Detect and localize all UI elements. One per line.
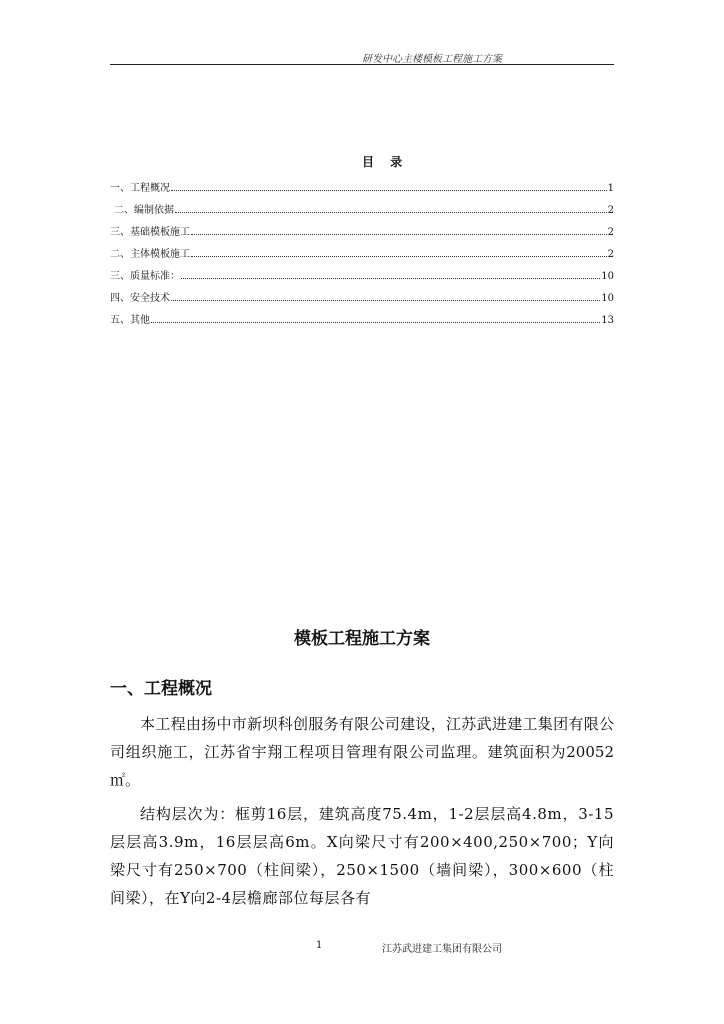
page-number: 1 <box>316 940 323 951</box>
toc-leader-dots <box>191 247 607 257</box>
toc-entry-label: 三、基础模板施工 <box>110 227 190 238</box>
toc-entry-page: 2 <box>607 227 614 238</box>
toc-entry-label: 二、编制依据 <box>114 205 174 216</box>
toc-leader-dots <box>191 225 607 235</box>
table-of-contents <box>110 181 614 335</box>
toc-entry-page: 1 <box>607 183 614 194</box>
toc-leader-dots <box>175 203 607 213</box>
toc-entry-page: 2 <box>607 205 614 216</box>
toc-entry[interactable] <box>110 203 614 225</box>
toc-entry-page: 2 <box>607 249 614 260</box>
toc-title: 目 录 <box>362 155 409 169</box>
toc-entry-label: 三、质量标准： <box>110 271 180 282</box>
toc-entry-page: 10 <box>601 293 614 304</box>
toc-entry[interactable] <box>110 225 614 247</box>
toc-leader-dots <box>181 269 600 279</box>
toc-entry-label: 二、主体模板施工 <box>110 249 190 260</box>
section-heading: 一、工程概况 <box>110 679 212 699</box>
toc-leader-dots <box>171 291 600 301</box>
body-paragraph: 本工程由扬中市新坝科创服务有限公司建设，江苏武进建工集团有限公司组织施工，江苏省宇翔工程项目管理有限公司监理。建筑面积为20052㎡。 <box>110 715 614 789</box>
document-title: 模板工程施工方案 <box>294 629 430 649</box>
toc-entry[interactable] <box>110 269 614 291</box>
toc-entry[interactable] <box>110 291 614 313</box>
toc-leader-dots <box>151 313 600 323</box>
footer-company: 江苏武进建工集团有限公司 <box>382 944 502 955</box>
toc-leader-dots <box>171 181 607 191</box>
toc-entry-label: 四、安全技术 <box>110 293 170 304</box>
running-header: 研发中心主楼模板工程施工方案 <box>362 54 502 65</box>
body-paragraph: 结构层次为：框剪16层，建筑高度75.4m，1-2层层高4.8m，3-15层层高3.9m，16层层高6m。X向梁尺寸有200×400,250×700；Y向梁尺寸有250×700（柱间梁），250×1500（墙间梁），300×600（柱间梁），在Y向2-4层檐廊部位每层各有 <box>110 805 614 907</box>
toc-entry-label: 一、工程概况 <box>110 183 170 194</box>
toc-entry-label: 五、其他 <box>110 315 150 326</box>
header-rule <box>110 64 614 65</box>
toc-entry[interactable] <box>110 313 614 335</box>
toc-entry-page: 13 <box>601 315 614 326</box>
toc-entry[interactable] <box>110 247 614 269</box>
toc-entry-page: 10 <box>601 271 614 282</box>
toc-entry[interactable] <box>110 181 614 203</box>
